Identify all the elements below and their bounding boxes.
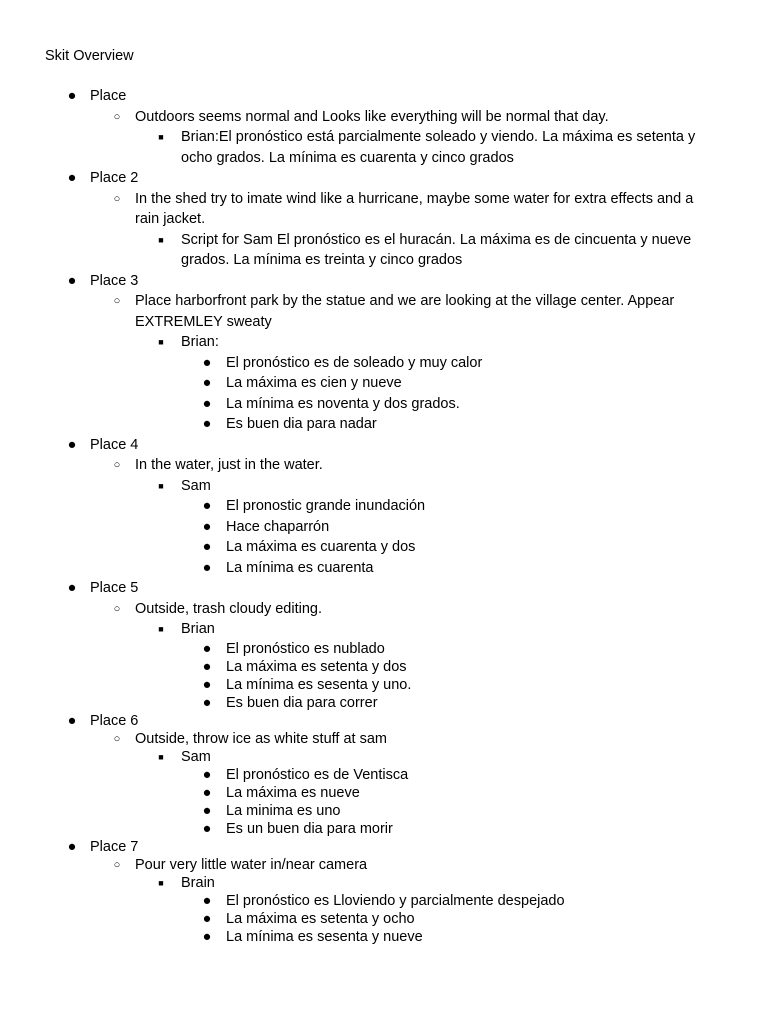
bullet-level-4: ● [202, 539, 212, 555]
dialogue-line-text: El pronóstico es nublado [226, 640, 385, 657]
dialogue-line-text: El pronóstico es de soleado y muy calor [226, 354, 483, 371]
place-note-text: Place harborfront park by the statue and we are looking at the village center. Appear EXTREMLEY sweaty [135, 293, 675, 330]
dialogue-line [0, 694, 768, 712]
dialogue-line-text: La mínima es sesenta y uno. [226, 676, 412, 693]
dialogue-line [0, 640, 768, 658]
place-note [0, 730, 768, 748]
bullet-level-4: ● [202, 892, 212, 909]
dialogue-line-text: El pronostic grande inundación [226, 498, 426, 514]
speaker-line-text: Brain [181, 874, 215, 891]
dialogue-line-text: El pronóstico es de Ventisca [226, 766, 409, 783]
place-note-text: Pour very little water in/near camera [135, 856, 368, 873]
dialogue-line [0, 496, 768, 517]
place-heading-text: Place 7 [90, 838, 139, 855]
bullet-level-1: ● [67, 712, 77, 729]
bullet-level-4: ● [202, 395, 212, 412]
place-heading [0, 838, 768, 856]
place-note-text: Outside, trash cloudy editing. [135, 600, 322, 617]
speaker-line-text: Brian: [181, 334, 219, 350]
bullet-level-3: ■ [158, 337, 164, 347]
dialogue-line-text: Es un buen dia para morir [226, 820, 393, 837]
speaker-line [0, 127, 768, 168]
place-heading [0, 712, 768, 730]
bullet-level-2: ○ [113, 459, 121, 471]
dialogue-line-text: La máxima es cien y nueve [226, 375, 402, 391]
dialogue-line [0, 766, 768, 784]
bullet-level-4: ● [202, 784, 212, 801]
bullet-level-2: ○ [113, 110, 121, 123]
dialogue-line [0, 353, 768, 374]
dialogue-line-text: Es buen dia para nadar [226, 416, 377, 432]
place-heading-text: Place 3 [90, 272, 139, 289]
bullet-level-3: ■ [158, 234, 164, 245]
bullet-level-4: ● [202, 658, 212, 675]
bullet-level-4: ● [202, 766, 212, 783]
dialogue-line-text: La mínima es noventa y dos grados. [226, 395, 460, 412]
place-note-text: Outdoors seems normal and Looks like everything will be normal that day. [135, 108, 609, 125]
speaker-line-text: Brian:El pronóstico está parcialmente soleado y viendo. La máxima es setenta y ocho grados. La mínima es cuarenta y cinco grados [181, 129, 696, 166]
dialogue-line [0, 892, 768, 910]
dialogue-line [0, 558, 768, 579]
place-heading-text: Place [90, 88, 127, 104]
dialogue-line-text: La minima es uno [226, 802, 341, 819]
bullet-level-1: ● [67, 88, 77, 104]
dialogue-line-text: La mínima es cuarenta [226, 559, 374, 576]
place-note [0, 291, 768, 332]
speaker-line [0, 230, 768, 271]
dialogue-line-text: Es buen dia para correr [226, 694, 378, 711]
bullet-level-1: ● [67, 580, 77, 596]
bullet-level-4: ● [202, 676, 212, 693]
dialogue-line-text: Hace chaparrón [226, 518, 330, 535]
bullet-level-2: ○ [113, 858, 121, 871]
dialogue-line [0, 373, 768, 394]
place-note-text: Outside, throw ice as white stuff at sam [135, 730, 387, 747]
speaker-line-text: Script for Sam El pronóstico es el huracán. La máxima es de cincuenta y nueve grados. La mínima es treinta y cinco grados [181, 231, 692, 268]
place-note-text: In the shed try to imate wind like a hurricane, maybe some water for extra effects and a rain jacket. [135, 190, 694, 227]
place-note [0, 107, 768, 128]
speaker-line [0, 332, 768, 353]
dialogue-line [0, 517, 768, 538]
dialogue-line-text: La máxima es cuarenta y dos [226, 539, 416, 555]
dialogue-line [0, 910, 768, 928]
dialogue-line [0, 394, 768, 415]
dialogue-line [0, 676, 768, 694]
place-note [0, 599, 768, 620]
dialogue-line [0, 414, 768, 435]
speaker-line [0, 476, 768, 497]
dialogue-line-text: La máxima es setenta y dos [226, 658, 407, 675]
speaker-line [0, 874, 768, 892]
place-heading [0, 168, 768, 189]
place-heading-text: Place 6 [90, 712, 139, 729]
dialogue-line [0, 784, 768, 802]
place-heading [0, 435, 768, 456]
place-note [0, 189, 768, 230]
place-note-text: In the water, just in the water. [135, 457, 323, 473]
dialogue-line-text: La máxima es setenta y ocho [226, 910, 415, 927]
bullet-level-4: ● [202, 640, 212, 657]
place-note [0, 856, 768, 874]
place-heading [0, 86, 768, 107]
speaker-line [0, 748, 768, 766]
bullet-level-2: ○ [113, 732, 121, 745]
bullet-level-1: ● [67, 838, 77, 855]
bullet-level-4: ● [202, 802, 212, 819]
bullet-level-4: ● [202, 820, 212, 837]
bullet-level-1: ● [67, 170, 77, 186]
speaker-line [0, 619, 768, 640]
bullet-level-4: ● [202, 416, 212, 432]
bullet-level-2: ○ [113, 295, 121, 307]
bullet-level-4: ● [202, 375, 212, 391]
bullet-level-3: ■ [158, 877, 164, 888]
dialogue-line [0, 820, 768, 838]
skit-outline [0, 86, 768, 946]
bullet-level-3: ■ [158, 132, 164, 142]
bullet-level-4: ● [202, 928, 212, 945]
dialogue-line [0, 802, 768, 820]
bullet-level-4: ● [202, 910, 212, 927]
bullet-level-4: ● [202, 559, 212, 576]
dialogue-line-text: La mínima es sesenta y nueve [226, 928, 423, 945]
dialogue-line-text: La máxima es nueve [226, 784, 360, 801]
dialogue-line [0, 537, 768, 558]
bullet-level-2: ○ [113, 192, 121, 205]
place-note [0, 455, 768, 476]
place-heading [0, 271, 768, 292]
bullet-level-4: ● [202, 694, 212, 711]
bullet-level-2: ○ [113, 602, 121, 615]
document-title: Skit Overview [45, 48, 134, 64]
dialogue-line [0, 928, 768, 946]
dialogue-line [0, 658, 768, 676]
speaker-line-text: Sam [181, 748, 211, 765]
dialogue-line-text: El pronóstico es Lloviendo y parcialmente despejado [226, 892, 565, 909]
bullet-level-1: ● [67, 272, 77, 289]
speaker-line-text: Sam [181, 477, 211, 494]
bullet-level-3: ■ [158, 480, 164, 491]
place-heading-text: Place 4 [90, 436, 139, 453]
place-heading [0, 578, 768, 599]
bullet-level-3: ■ [158, 751, 164, 762]
bullet-level-4: ● [202, 498, 212, 514]
bullet-level-3: ■ [158, 624, 164, 634]
bullet-level-4: ● [202, 518, 212, 535]
bullet-level-1: ● [67, 436, 77, 453]
place-heading-text: Place 5 [90, 580, 139, 596]
place-heading-text: Place 2 [90, 170, 139, 186]
speaker-line-text: Brian [181, 621, 215, 637]
bullet-level-4: ● [202, 354, 212, 371]
